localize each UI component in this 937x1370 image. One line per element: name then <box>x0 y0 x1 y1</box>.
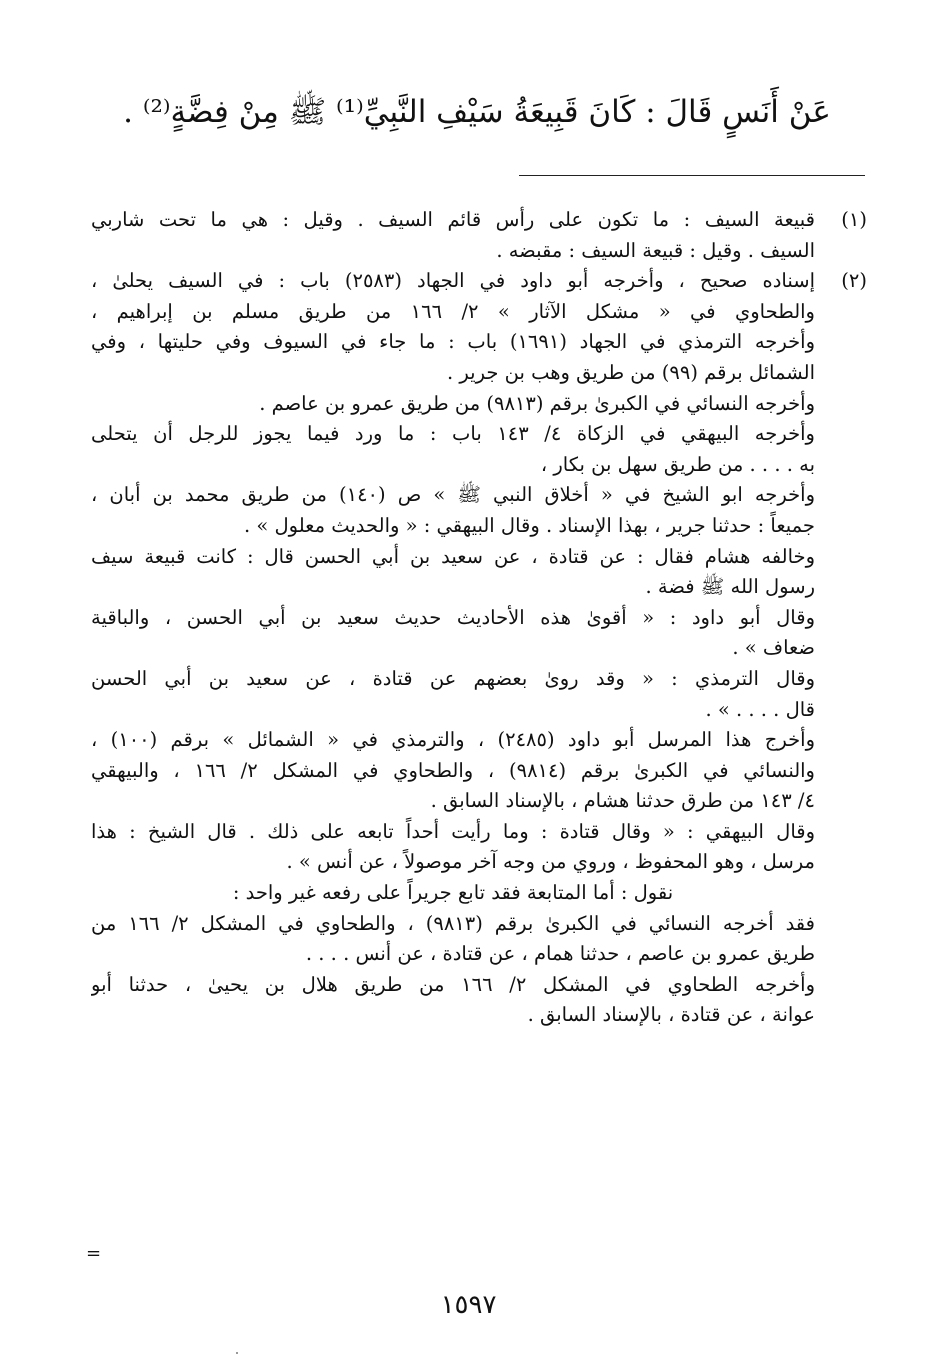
footnote-line: وأخرجه النسائي في الكبرىٰ برقم (٩٨١٣) من طريق عمرو بن عاصم . <box>259 391 815 415</box>
footnote-1 <box>91 205 867 266</box>
footnote-line: الشمائل برقم (٩٩) من طريق وهب بن جرير . <box>447 360 815 384</box>
footnote-line: وأخرجه ابو الشيخ في « أخلاق النبي ﷺ » ص (١٤٠) من طريق محمد بن أبان ، <box>91 483 815 507</box>
footnote-line: جميعاً : حدثنا جرير ، بهذا الإسناد . وقال البيهقي : « والحديث معلول » . <box>243 513 815 537</box>
footnote-line: وقال الترمذي : « وقد روىٰ بعضهم عن قتادة ، عن سعيد بن أبي الحسن <box>91 666 815 690</box>
page-number: ١٥٩٧ <box>440 1290 497 1320</box>
footnote-line: إسناده صحيح ، وأخرجه أبو داود في الجهاد (٢٥٨٣) باب : في السيف يحلىٰ ، <box>91 269 815 293</box>
footnote-line: وقال البيهقي : « وقال قتادة : وما رأيت أحداً تابعه على ذلك . قال الشيخ : هذا <box>91 819 815 843</box>
footnote-line: قبيعة السيف : ما تكون على رأس قائم السيف . وقيل : هي ما تحت شاربي <box>91 208 815 231</box>
footnote-number: (١) <box>841 208 867 231</box>
footnote-line: مرسل ، وهو المحفوظ ، وروي من وجه آخر موصولاً ، عن أنس » . <box>286 850 815 874</box>
footnote-separator <box>519 175 865 176</box>
footnote-line: قال . . . . » . <box>705 697 815 721</box>
hadith-text: عَنْ أَنَسٍ قَالَ : كَانَ قَبِيعَةُ سَيْفِ النَّبِيِّ⁽¹⁾ ﷺ مِنْ فِضَّةٍ⁽²⁾ . <box>123 94 831 130</box>
footnote-line: السيف . وقيل : قبيعة السيف : مقبضه . <box>496 238 815 262</box>
footnote-line: وقال أبو داود : « أقوىٰ هذه الأحاديث حديث سعيد بن أبي الحسن ، والباقية <box>91 605 815 629</box>
footnote-line: به . . . . من طريق سهل بن بكار ، <box>540 452 815 476</box>
footnote-line: وأخرجه الترمذي في الجهاد (١٦٩١) باب : ما جاء في السيوف وفي حليتها ، وفي <box>91 330 815 354</box>
footnote-line: فقد أخرجه النسائي في الكبرىٰ برقم (٩٨١٣) ، والطحاوي في المشكل ٢/ ١٦٦ من <box>91 911 815 935</box>
scan-speck <box>236 1352 238 1354</box>
footnote-line: والطحاوي في « مشكل الآثار » ٢/ ١٦٦ من طريق مسلم بن إبراهيم ، <box>91 299 815 323</box>
footnote-line: وأخرجه الطحاوي في المشكل ٢/ ١٦٦ من طريق هلال بن يحيىٰ ، حدثنا أبو <box>91 972 815 996</box>
footnote-line: نقول : أما المتابعة فقد تابع جريراً على رفعه غير واحد : <box>232 881 674 905</box>
footnote-line: والنسائي في الكبرىٰ برقم (٩٨١٤) ، والطحاوي في المشكل ٢/ ١٦٦ ، والبيهقي <box>91 758 815 782</box>
footnote-line: وخالفه هشام فقال : عن قتادة ، عن سعيد بن أبي الحسن قال : كانت قبيعة سيف <box>91 544 815 568</box>
continuation-mark: = <box>86 1243 102 1264</box>
footnotes-section <box>91 205 867 1031</box>
footnote-line: طريق عمرو بن عاصم ، حدثنا همام ، عن قتادة ، عن أنس . . . . <box>305 942 815 966</box>
footnote-line: ٤/ ١٤٣ من طرق حدثنا هشام ، بالإسناد السابق . <box>430 789 815 813</box>
footnote-line: رسول الله ﷺ فضة . <box>645 575 815 599</box>
footnote-number: (٢) <box>841 269 867 293</box>
footnote-line: وأخرجه البيهقي في الزكاة ٤/ ١٤٣ باب : ما ورد فيما يجوز للرجل أن يتحلى <box>91 422 815 446</box>
footnote-2 <box>91 266 867 1031</box>
footnote-line: ضعاف » . <box>732 636 815 660</box>
footnote-line: وأخرج هذا المرسل أبو داود (٢٤٨٥) ، والترمذي في « الشمائل » برقم (١٠٠) ، <box>91 728 815 752</box>
footnote-line: عوانة ، عن قتادة ، بالإسناد السابق . <box>527 1003 815 1027</box>
